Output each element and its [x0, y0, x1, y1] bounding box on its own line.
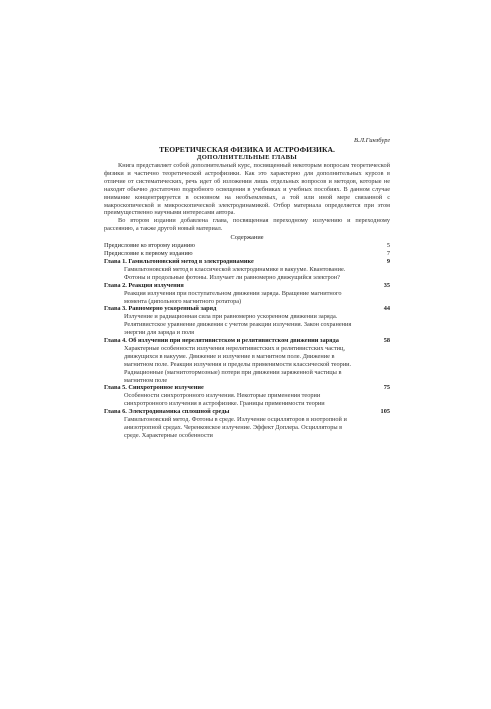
toc-entry-page: 9 — [386, 257, 390, 265]
table-of-contents — [104, 242, 390, 440]
toc-entry-label: Глава 2. Реакция излучения — [104, 281, 184, 289]
intro-paragraph-1: Книга представляет собой дополнительный курс, посвященный некоторым вопросам теоретической физики и частично теоретической астрофизики. Как это характерно для дополнительных курсов в отличие от систематических, речь идет об изложении лишь отдельных вопросов и методов, которые не находят обычно достаточно подробного освещения в учебниках и учебных пособиях. В данном случае внимание концентрируется в основном на необъемлемых, а той или иной мере связанной с макроскопической и микроскопической электродинамикой. Отбор материала определяется при этом преимущественно научными интересами автора. — [104, 162, 390, 217]
intro-paragraph-2: Во втором издании добавлена глава, посвященная переходному излучению и переходному рассеянию, а также другой новый материал. — [104, 217, 390, 233]
toc-entry — [104, 408, 390, 416]
toc-entry — [104, 305, 390, 313]
toc-entry — [104, 242, 390, 250]
book-subtitle: ДОПОЛНИТЕЛЬНЫЕ ГЛАВЫ — [196, 154, 298, 161]
toc-heading: Содержание — [230, 234, 264, 242]
toc-entry-description: Гамильтоновский метод. Фотоны в среде. Излучение осцилляторов в изотропной и анизотропной средах. Черенковское излучение. Эффект Доплера. Осцилляторы в среде. Характерные особенности — [124, 416, 347, 439]
toc-entry-page: 44 — [383, 305, 390, 313]
toc-entry — [104, 282, 390, 290]
author-name: В.Л.Гинзбург — [354, 137, 390, 144]
toc-entry-page: 105 — [380, 408, 390, 416]
toc-entry-label: Предисловие к первому изданию — [104, 250, 193, 258]
toc-entry-page: 5 — [386, 242, 390, 250]
toc-entry-description: Излучение и радиационная сила при равномерно ускоренном движении заряда. Релятивистское уравнение движения с учетом реакции излучения. Закон сохранения энергии для заряда и поля — [124, 313, 352, 337]
toc-entry-description: Характерные особенности излучения нерелятивистских и релятивистских частиц, движущихся в вакууме. Движение и излучение в магнитном поле. Движение в магнитном поле. Реакция излучения и пределы применимости классической теории. Радиационные (магнитотормозные) потери при движении заряженной частицы в магнитном поле — [124, 344, 352, 384]
toc-entry-label: Глава 5. Синхротронное излучение — [104, 384, 204, 392]
toc-entry — [104, 258, 390, 266]
toc-entry-page: 58 — [383, 337, 390, 345]
toc-entry — [104, 250, 390, 258]
toc-entry-description: Гамильтоновский метод в классической электродинамике в вакууме. Квантование. Фотоны и продольные фотоны. Излучает ли равномерно движущийся электрон? — [124, 265, 346, 281]
toc-entry-label: Глава 1. Гамильтоновский метод в электродинамике — [104, 257, 254, 265]
toc-entry-label: Глава 4. Об излучении при нерелятивистском и релятивистском движении заряда — [104, 337, 339, 345]
toc-entry — [104, 337, 390, 345]
page-content — [104, 137, 390, 440]
toc-entry-page: 75 — [383, 384, 390, 392]
toc-entry-description: Особенности синхротронного излучения. Некоторые применения теории синхротронного излучения в астрофизике. Границы применимости теории — [124, 392, 325, 408]
toc-entry — [104, 384, 390, 392]
toc-entry-page: 7 — [386, 250, 390, 258]
toc-entry-label: Глава 3. Равномерно ускоренный заряд — [104, 305, 217, 313]
toc-entry-label: Предисловие ко второму изданию — [104, 242, 195, 250]
toc-entry-page: 35 — [383, 281, 390, 289]
toc-entry-description: Реакция излучения при поступательном движении заряда. Вращение магнитного момента (дипольного магнитного ротатора) — [124, 289, 342, 305]
toc-entry-label: Глава 6. Электродинамика сплошной среды — [104, 408, 230, 416]
book-title: ТЕОРЕТИЧЕСКАЯ ФИЗИКА И АСТРОФИЗИКА. — [159, 145, 335, 154]
